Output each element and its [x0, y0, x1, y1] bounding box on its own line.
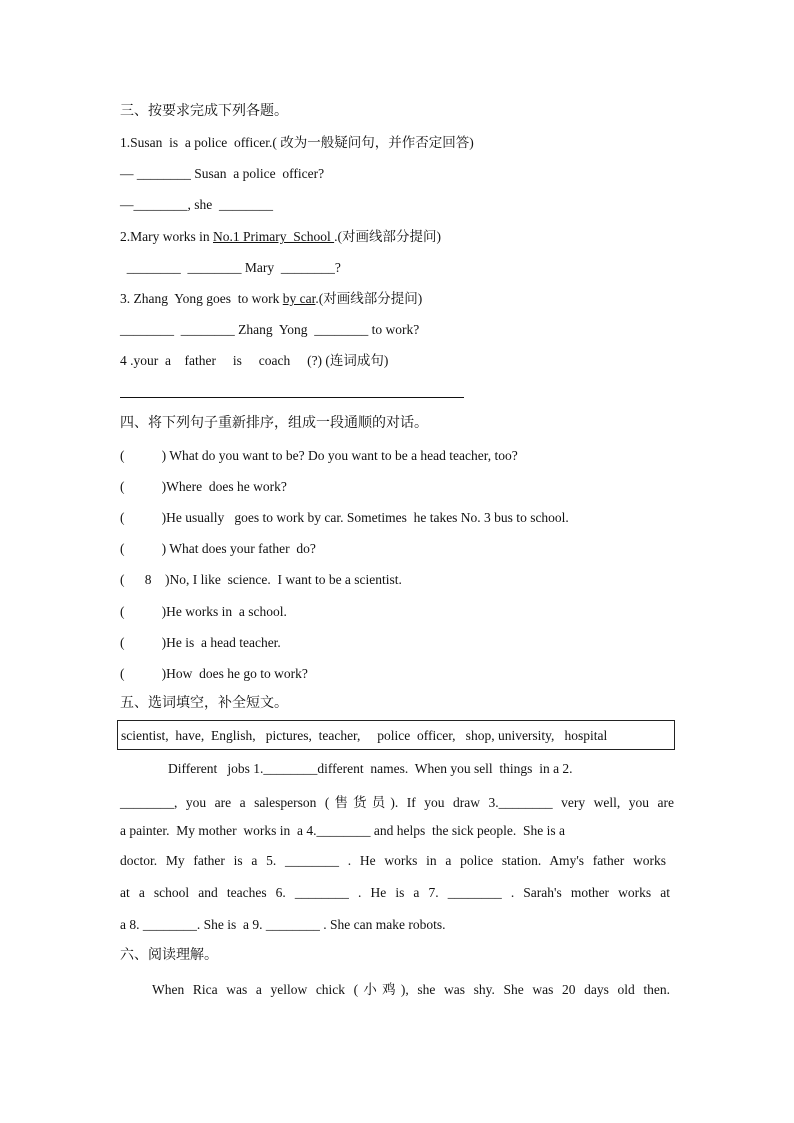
section-3-heading: 三、按要求完成下列各题。 [120, 103, 288, 119]
question-3-suffix: .(对画线部分提问) [315, 291, 423, 306]
dialogue-item: ( )How does he go to work? [120, 666, 308, 681]
dialogue-item: ( ) What do you want to be? Do you want to be a head teacher, too? [120, 448, 518, 463]
question-2-prefix: 2.Mary works in [120, 229, 213, 244]
question-4-text: 4 .your a father is coach (?) (连词成句) [120, 353, 389, 368]
word-bank-box [117, 720, 675, 750]
question-1-answer-line-1: — ________ Susan a police officer? [120, 166, 325, 181]
question-3-answer-line: ________ ________ Zhang Yong ________ to work? [120, 322, 420, 337]
section-5-heading: 五、选词填空，补全短文。 [120, 695, 288, 711]
word-bank-text: scientist, have, English, pictures, teacher, police officer, shop, university, hospital [121, 728, 608, 743]
question-1-answer-line-2: —________, she ________ [120, 197, 273, 212]
question-2-text [120, 228, 441, 246]
passage-line: at a school and teaches 6. ________ . He is a 7. ________ . Sarah's mother works at [120, 885, 670, 900]
question-2-answer-line: ________ ________ Mary ________? [120, 260, 341, 275]
dialogue-item: ( )Where does he work? [120, 479, 287, 494]
passage-line: a 8. ________. She is a 9. ________ . She can make robots. [120, 917, 446, 932]
question-1-text: 1.Susan is a police officer.( 改为一般疑问句，并作否定回答) [120, 135, 474, 150]
reading-passage-line: When Rica was a yellow chick (小鸡), she was shy. She was 20 days old then. [152, 982, 670, 997]
question-4-answer-rule [120, 397, 464, 398]
dialogue-item: ( ) What does your father do? [120, 541, 316, 556]
passage-line: ________, you are a salesperson (售货员). If you draw 3.________ very well, you are [120, 795, 674, 810]
question-2-suffix: .(对画线部分提问) [334, 229, 441, 244]
section-6-heading: 六、阅读理解。 [120, 947, 218, 963]
dialogue-item: ( )He works in a school. [120, 604, 287, 619]
question-3-prefix: 3. Zhang Yong goes to work [120, 291, 283, 306]
dialogue-item: ( )He is a head teacher. [120, 635, 281, 650]
passage-line: a painter. My mother works in a 4.________ and helps the sick people. She is a [120, 823, 566, 838]
dialogue-item: ( )He usually goes to work by car. Sometimes he takes No. 3 bus to school. [120, 510, 569, 525]
question-3-text [120, 290, 422, 308]
passage-line: doctor. My father is a 5. ________ . He works in a police station. Amy's father works [120, 853, 666, 868]
dialogue-item: ( 8 )No, I like science. I want to be a scientist. [120, 572, 402, 587]
section-4-heading: 四、将下列句子重新排序，组成一段通顺的对话。 [120, 415, 428, 431]
passage-line: Different jobs 1.________different names. When you sell things in a 2. [168, 761, 573, 776]
question-3-underlined-phrase: by car [282, 291, 316, 306]
question-2-underlined-phrase: No.1 Primary School [213, 229, 335, 244]
